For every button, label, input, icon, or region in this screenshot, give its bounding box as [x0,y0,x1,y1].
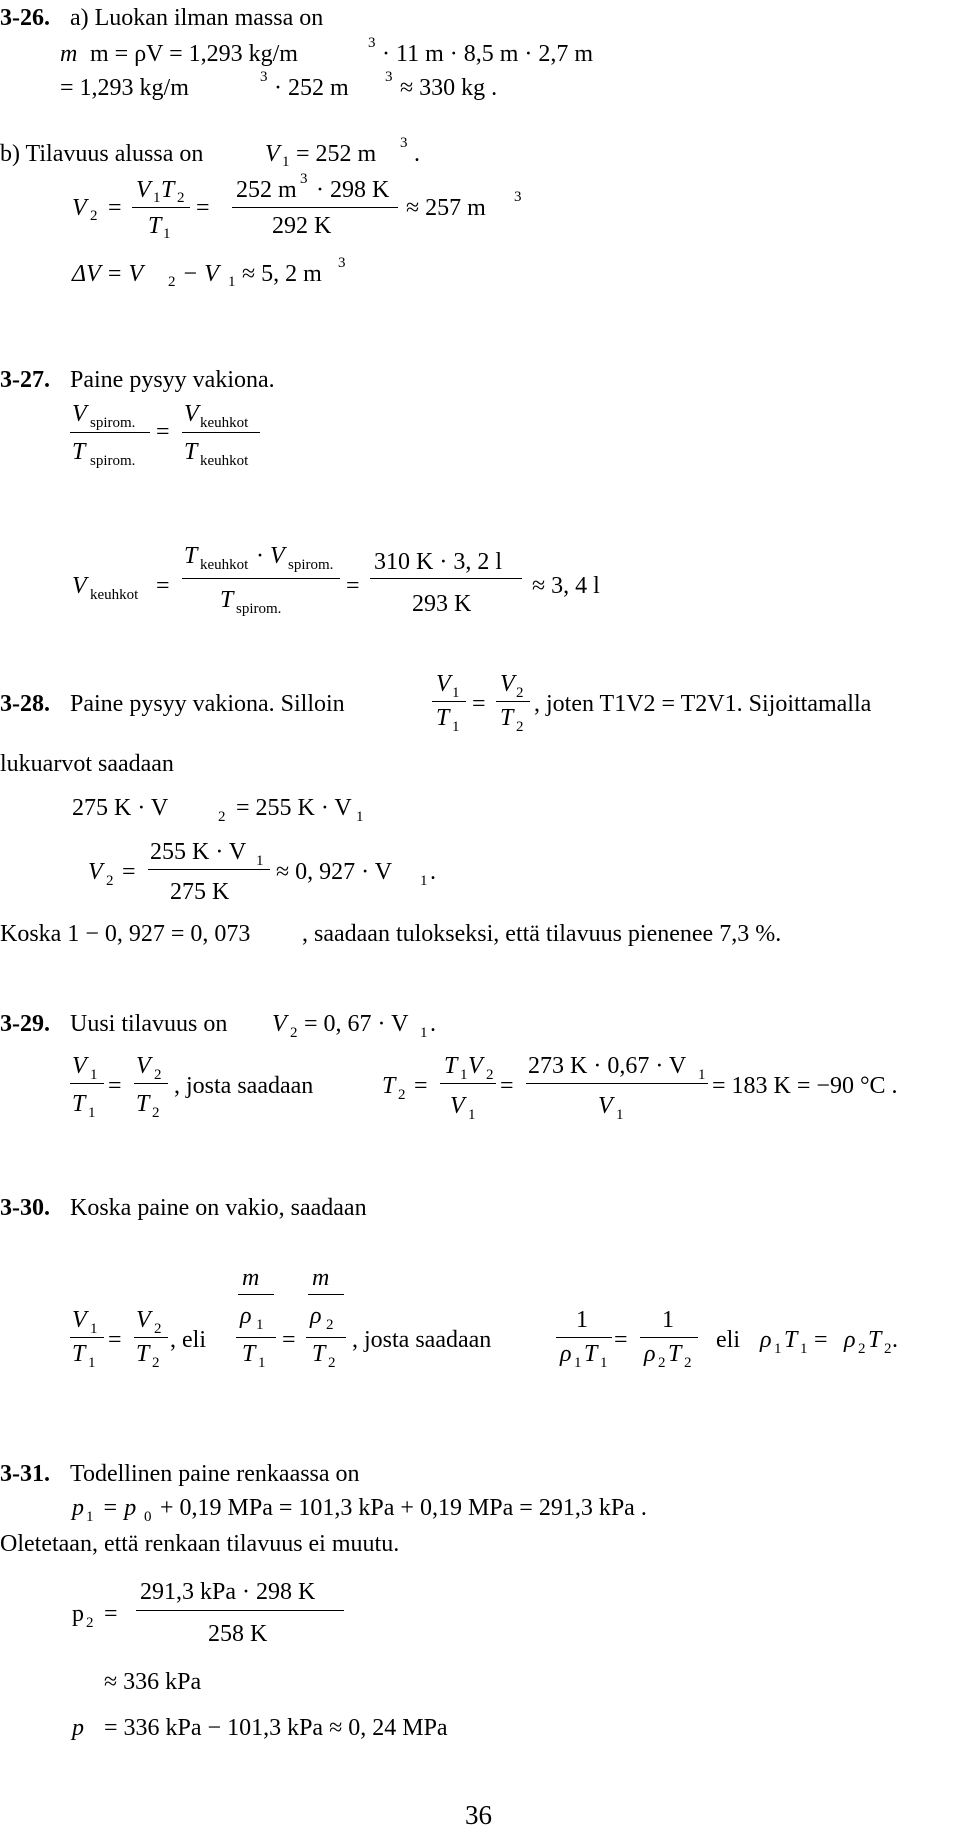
var: T [72,439,86,465]
text: , eli [170,1327,206,1353]
text: Todellinen paine renkaassa on [70,1461,360,1487]
equation: − V [182,261,219,287]
equals: = [108,1327,122,1353]
equals: = [156,573,170,599]
var: V [72,1053,87,1079]
denominator: 258 K [208,1621,268,1647]
subscript: 1 [90,1321,98,1337]
equation: + 0,19 MPa = 101,3 kPa + 0,19 MPa = 291,3 kPa . [160,1495,647,1521]
dot: · [256,543,264,569]
subscript: 1 [452,685,460,701]
subscript: 1 [616,1107,624,1123]
text: . [430,859,436,885]
var: T [784,1327,798,1353]
subscript: 1 [90,1067,98,1083]
fraction-bar [132,207,190,208]
denominator: 293 K [412,591,472,617]
var: p [72,1601,84,1627]
var: V [270,543,285,569]
subscript: 1 [420,873,428,889]
var: V [500,671,515,697]
var: ρ [240,1303,252,1329]
page-number: 36 [465,1800,492,1830]
var: m [242,1265,260,1291]
var: V [136,1307,151,1333]
subscript: spirom. [288,557,334,573]
superscript: 3 [400,135,408,151]
subscript: 2 [152,1355,160,1371]
var: m [312,1265,330,1291]
var: T [500,705,514,731]
var: T [382,1073,396,1099]
equals: = [108,1073,122,1099]
fraction-bar [148,869,270,870]
text: . [430,1011,436,1037]
equals: = [104,1601,118,1627]
subscript: 1 [258,1355,266,1371]
subscript: 1 [282,154,290,170]
numerator: 291,3 kPa · 298 K [140,1579,316,1605]
text: Koska 1 − 0, 927 = 0, 073 [0,921,251,947]
var: T [220,587,234,613]
problem-label: 3-31. [0,1461,50,1487]
superscript: 3 [368,35,376,51]
problem-label: 3-27. [0,367,50,393]
subscript: 0 [144,1509,152,1525]
subscript: 1 [420,1025,428,1041]
subscript: 2 [154,1067,162,1083]
var: ρ [644,1341,656,1367]
var: T [436,705,450,731]
fraction-bar [70,432,150,433]
var: T [136,1091,150,1117]
fraction-bar [370,578,522,579]
fraction-bar [526,1083,708,1084]
fraction-bar [70,1083,104,1084]
subscript: 1 [460,1067,468,1083]
result: ≈ 3, 4 l [532,573,600,599]
equals: = [614,1327,628,1353]
subscript: keuhkot [200,415,249,431]
text: lukuarvot saadaan [0,751,174,777]
fraction-bar [136,1610,344,1611]
equals: = [196,195,210,221]
subscript: 1 [153,190,161,206]
subscript: 2 [177,190,185,206]
var: V [72,401,87,427]
text: a) Luokan ilman massa on [70,5,324,31]
equation: = p [102,1495,137,1521]
fraction-bar [440,1083,496,1084]
subscript: 2 [326,1317,334,1333]
var: T [584,1341,598,1367]
subscript: 2 [168,274,176,290]
subscript: 2 [684,1355,692,1371]
var: V [88,859,103,885]
superscript: 3 [260,69,268,85]
var: ρ [760,1327,772,1353]
subscript: 2 [218,809,226,825]
equation: 275 K · V [72,795,169,821]
subscript: 1 [88,1355,96,1371]
equation: · 11 m · 8,5 m · 2,7 m [382,41,594,67]
subscript: 2 [154,1321,162,1337]
subscript: 2 [328,1355,336,1371]
var: T [72,1341,86,1367]
numerator: · 298 K [316,177,390,203]
var: T [868,1327,882,1353]
subscript: 1 [452,719,460,735]
fraction-bar [182,432,260,433]
var: T [444,1053,458,1079]
equals: = [500,1073,514,1099]
fraction-bar [134,1337,168,1338]
equation: = 0, 67 · V [304,1011,409,1037]
text: . [892,1327,898,1353]
var: p [72,1715,84,1741]
text: Paine pysyy vakiona. [70,367,275,393]
result: ≈ 0, 927 · V [276,859,393,885]
text: , joten T1V2 = T2V1. Sijoittamalla [534,691,872,717]
problem-label: 3-28. [0,691,50,717]
subscript: 1 [356,809,364,825]
numerator: 310 K · 3, 2 l [374,549,502,575]
var: V [136,177,151,203]
equals: = [414,1073,428,1099]
var: T [668,1341,682,1367]
subscript: spirom. [90,453,136,469]
equation: · 252 m [274,75,349,101]
text: . [414,141,420,167]
var: T [148,213,162,239]
var: V [72,573,87,599]
subscript: 2 [658,1355,666,1371]
superscript: 3 [385,69,393,85]
fraction-bar [70,1337,104,1338]
fraction-bar [496,701,530,702]
subscript: 2 [86,1615,94,1631]
denominator: 292 K [272,213,332,239]
subscript: 1 [774,1341,782,1357]
var: T [161,177,175,203]
equals: = [156,419,170,445]
text: Koska paine on vakio, saadaan [70,1195,367,1221]
equation: m [60,41,78,67]
fraction-bar [640,1337,698,1338]
subscript: keuhkot [200,453,249,469]
var: ρ [560,1341,572,1367]
var: V [72,195,87,221]
fraction-bar [236,1337,276,1338]
subscript: spirom. [90,415,136,431]
subscript: 2 [90,208,98,224]
fraction-bar [238,1294,274,1295]
subscript: 2 [106,873,114,889]
equals: = [108,195,122,221]
var: T [72,1091,86,1117]
var: ρ [310,1303,322,1329]
problem-label: 3-30. [0,1195,50,1221]
subscript: 1 [86,1509,94,1525]
text: , josta saadaan [174,1073,314,1099]
subscript: 2 [516,685,524,701]
equals: = [122,859,136,885]
problem-label: 3-26. [0,5,50,31]
fraction-bar [556,1337,612,1338]
subscript: 1 [256,1317,264,1333]
var: V [468,1053,483,1079]
var: T [242,1341,256,1367]
text: , josta saadaan [352,1327,492,1353]
equation: = 336 kPa − 101,3 kPa ≈ 0, 24 MPa [104,1715,448,1741]
equals: = [814,1327,828,1353]
subscript: 1 [800,1341,808,1357]
equation: = 255 K · V [236,795,352,821]
fraction-bar [308,1294,344,1295]
equals: = [346,573,360,599]
superscript: 3 [338,255,346,271]
var: V [184,401,199,427]
var: V [598,1093,613,1119]
var: V [272,1011,287,1037]
subscript: 1 [698,1067,706,1083]
subscript: 1 [600,1355,608,1371]
subscript: 2 [152,1105,160,1121]
subscript: 1 [468,1107,476,1123]
var: ρ [844,1327,856,1353]
subscript: 1 [163,226,171,242]
numerator: 252 m [236,177,297,203]
subscript: 1 [88,1105,96,1121]
var: p [72,1495,84,1521]
subscript: 2 [516,719,524,735]
var: V [450,1093,465,1119]
var: T [184,543,198,569]
text: eli [716,1327,740,1353]
numerator: 273 K · 0,67 · V [528,1053,687,1079]
text: b) Tilavuus alussa on [0,141,204,167]
text: Oletetaan, että renkaan tilavuus ei muutu. [0,1531,400,1557]
subscript: keuhkot [90,587,139,603]
subscript: 1 [228,274,236,290]
var: T [184,439,198,465]
var: T [312,1341,326,1367]
var: V [136,1053,151,1079]
var: T [136,1341,150,1367]
numerator: 1 [662,1307,674,1333]
subscript: spirom. [236,601,282,617]
subscript: 2 [858,1341,866,1357]
var: V [436,671,451,697]
numerator: 255 K · V [150,839,247,865]
equals: = [472,691,486,717]
text: Paine pysyy vakiona. Silloin [70,691,345,717]
subscript: keuhkot [200,557,249,573]
subscript: 2 [398,1087,406,1103]
equation: ≈ 336 kPa [104,1669,202,1695]
equation: = 252 m [296,141,377,167]
text: Uusi tilavuus on [70,1011,228,1037]
denominator: 275 K [170,879,230,905]
fraction-bar [232,207,398,208]
superscript: 3 [514,189,522,205]
problem-label: 3-29. [0,1011,50,1037]
var: V [72,1307,87,1333]
superscript: 3 [300,171,308,187]
fraction-bar [306,1337,346,1338]
subscript: 2 [486,1067,494,1083]
fraction-bar [182,578,340,579]
text: , saadaan tulokseksi, että tilavuus pienenee 7,3 %. [302,921,782,947]
result: ≈ 5, 2 m [242,261,322,287]
subscript: 2 [290,1025,298,1041]
subscript: 1 [256,853,264,869]
result: = 183 K = −90 °C . [712,1073,898,1099]
numerator: 1 [576,1307,588,1333]
equation: = 1,293 kg/m [60,75,189,101]
subscript: 2 [884,1341,892,1357]
var: V [265,141,280,167]
equation: ≈ 330 kg . [400,75,498,101]
fraction-bar [134,1083,168,1084]
fraction-bar [432,701,466,702]
equation: m = ρV = 1,293 kg/m [90,41,298,67]
equals: = [282,1327,296,1353]
subscript: 1 [574,1355,582,1371]
equation: ΔV = V [72,261,144,287]
result: ≈ 257 m [406,195,486,221]
